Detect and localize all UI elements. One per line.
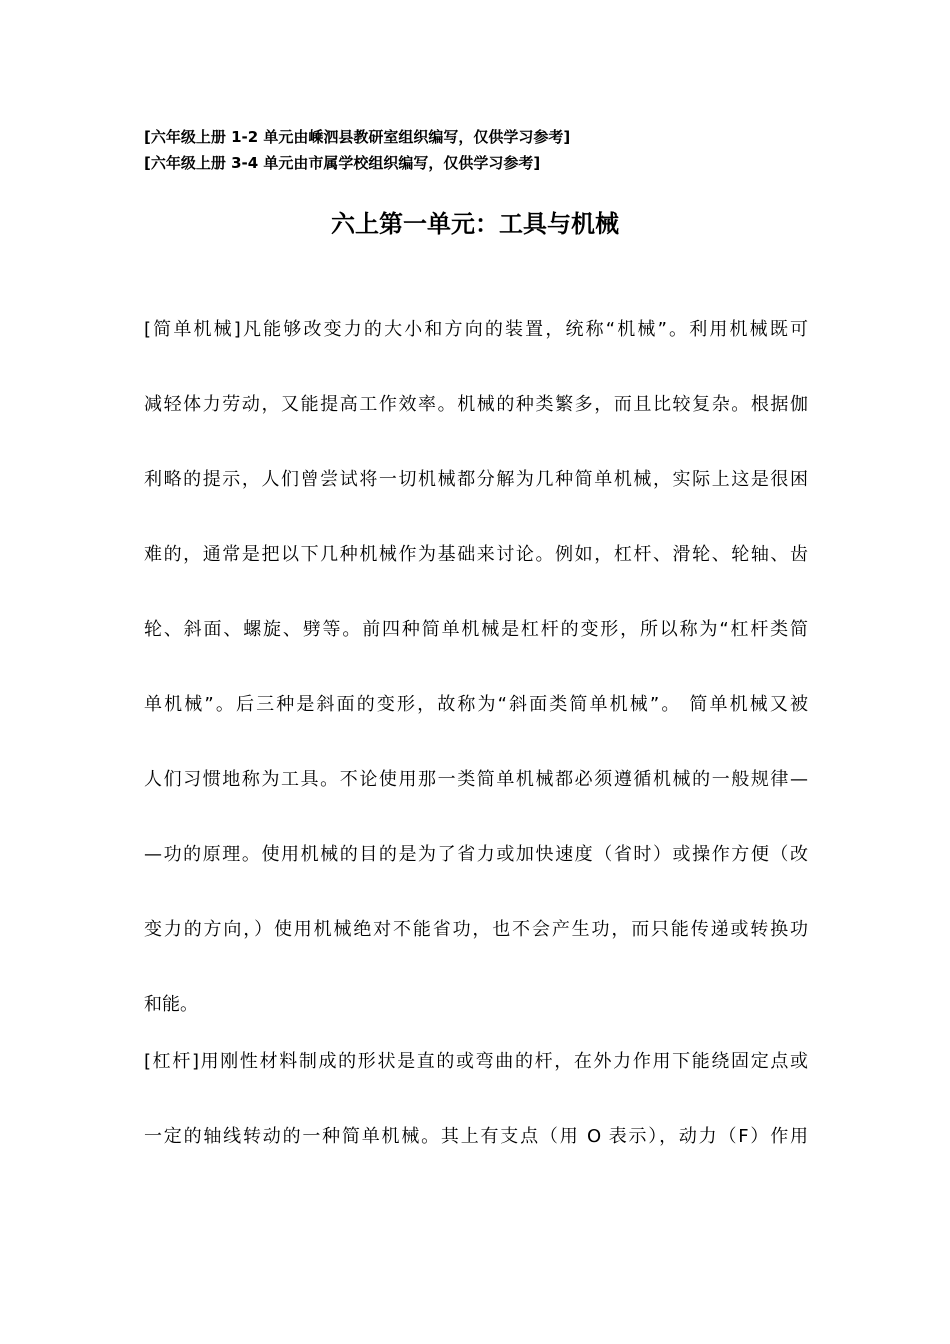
header-note-1: [六年级上册 1-2 单元由嵊泗县教研室组织编写，仅供学习参考] [144, 128, 571, 146]
text-line: 和能。 [144, 994, 198, 1015]
text-line: 单机械”。后三种是斜面的变形，故称为“斜面类简单机械”。 简单机械又被 [144, 694, 808, 715]
text-line: 难的，通常是把以下几种机械作为基础来讨论。例如，杠杆、滑轮、轮轴、齿 [144, 544, 808, 565]
text-line: 减轻体力劳动，又能提高工作效率。机械的种类繁多，而且比较复杂。根据伽 [144, 394, 808, 415]
header-note-2: [六年级上册 3-4 单元由市属学校组织编写，仅供学习参考] [144, 154, 541, 172]
text-line: 轮、斜面、螺旋、劈等。前四种简单机械是杠杆的变形，所以称为“杠杆类简 [144, 619, 808, 640]
text-line: [简单机械]凡能够改变力的大小和方向的装置，统称“机械”。利用机械既可 [144, 319, 808, 340]
text-line: 变力的方向，）使用机械绝对不能省功，也不会产生功，而只能传递或转换功 [144, 919, 808, 940]
text-line: —功的原理。使用机械的目的是为了省力或加快速度（省时）或操作方便（改 [144, 844, 808, 865]
paragraph-lever [144, 1047, 808, 1197]
text-line: 一定的轴线转动的一种简单机械。其上有支点（用 O 表示），动力（F）作用 [144, 1126, 808, 1147]
text-line: [杠杆]用刚性材料制成的形状是直的或弯曲的杆，在外力作用下能绕固定点或 [144, 1051, 808, 1072]
text-line: 人们习惯地称为工具。不论使用那一类简单机械都必须遵循机械的一般规律— [144, 769, 808, 790]
unit-title: 六上第一单元：工具与机械 [331, 210, 619, 238]
text-line: 利略的提示，人们曾尝试将一切机械都分解为几种简单机械，实际上这是很困 [144, 469, 808, 490]
header-notes [144, 124, 824, 176]
paragraph-simple-machines [144, 315, 808, 1065]
